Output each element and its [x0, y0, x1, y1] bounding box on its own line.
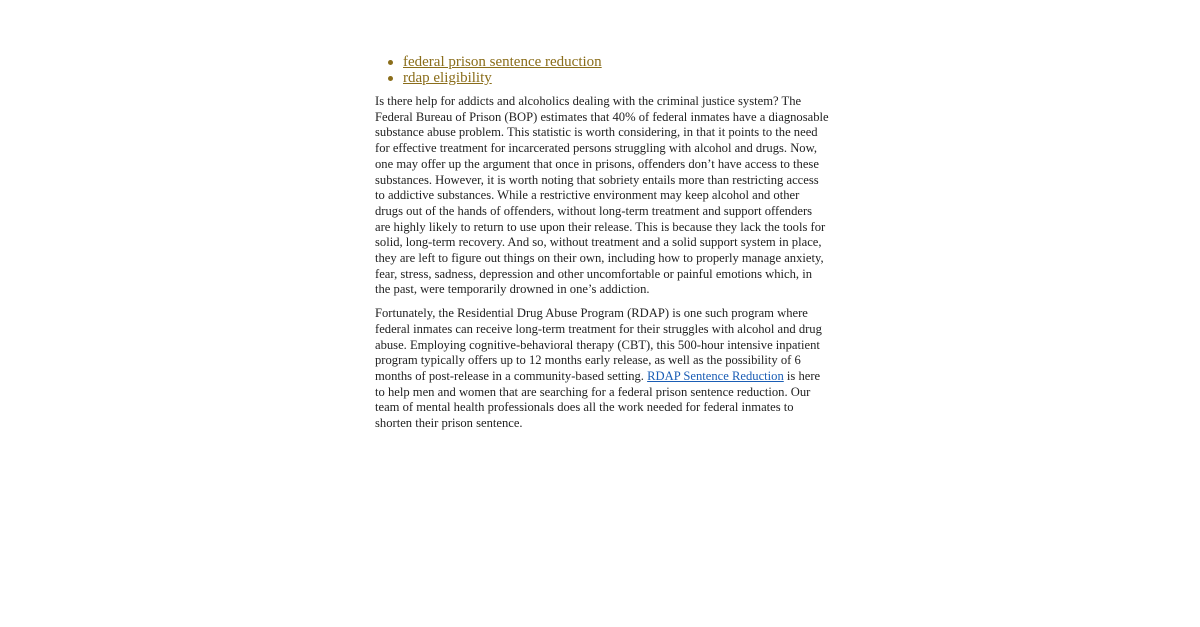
rdap-sentence-reduction-link[interactable]: RDAP Sentence Reduction [647, 368, 784, 383]
paragraph-rdap-text-after: is here to help men and women that are searching for a federal prison sentence reduction. Our team of mental health professionals does all the work needed for federal inmates to shorten their prison sentence. [375, 368, 821, 431]
tag-link-rdap-eligibility[interactable]: rdap eligibility [403, 70, 492, 86]
bullet-icon [388, 60, 393, 65]
tag-item [375, 70, 830, 86]
paragraph-rdap [375, 306, 830, 432]
tag-item [375, 54, 830, 70]
paragraph-intro: Is there help for addicts and alcoholics dealing with the criminal justice system? The Federal Bureau of Prison (BOP) estimates that 40% of federal inmates have a diagnosable substance abuse problem. This statistic is worth considering, in that it points to the need for effective treatment for incarcerated persons struggling with alcohol and drugs. Now, one may offer up the argument that once in prisons, offenders don’t have access to these substances. However, it is worth noting that sobriety entails more than restricting access to addictive substances. While a restrictive environment may keep alcohol and other drugs out of the hands of offenders, without long-term treatment and support offenders are highly likely to return to use upon their release. This is because they lack the tools for solid, long-term recovery. And so, without treatment and a solid support system in place, they are left to figure out things on their own, including how to properly manage anxiety, fear, stress, sadness, depression and other uncomfortable or painful emotions which, in the past, were temporarily drowned in one’s addiction. [375, 94, 829, 297]
paragraph-rdap-text-before: Fortunately, the Residential Drug Abuse Program (RDAP) is one such program where federal inmates can receive long-term treatment for their struggles with alcohol and drug abuse. Employing cognitive-behavioral therapy (CBT), this 500-hour intensive inpatient program typically offers up to 12 months early release, as well as the possibility of 6 months of post-release in a community-based setting. [375, 306, 822, 383]
tag-list [375, 54, 830, 86]
bullet-icon [388, 76, 393, 81]
tag-link-federal-prison-sentence-reduction[interactable]: federal prison sentence reduction [403, 54, 602, 70]
article-body [375, 54, 830, 440]
